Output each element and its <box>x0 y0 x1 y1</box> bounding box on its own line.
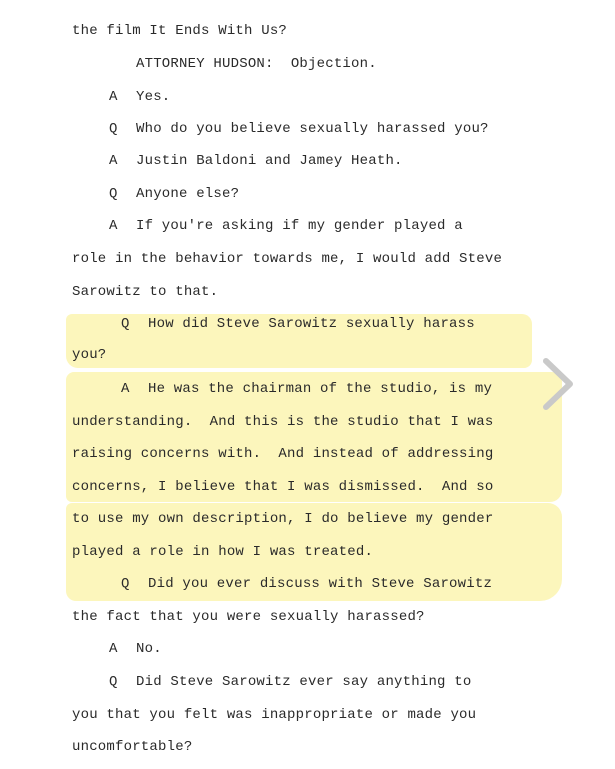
speaker-marker: Q <box>121 316 130 332</box>
transcript-line: raising concerns with. And instead of addressing <box>72 446 494 462</box>
transcript-line: No. <box>136 641 162 657</box>
speaker-marker: A <box>109 89 118 105</box>
speaker-marker: Q <box>121 576 130 592</box>
transcript-line: Did you ever discuss with Steve Sarowitz <box>148 576 493 592</box>
transcript-line: Yes. <box>136 89 171 105</box>
speaker-marker: Q <box>109 674 118 690</box>
transcript-line: to use my own description, I do believe my gender <box>72 511 494 527</box>
transcript-line: the film It Ends With Us? <box>72 23 288 39</box>
speaker-marker: A <box>121 381 130 397</box>
transcript-line: you? <box>72 347 107 363</box>
transcript-line: role in the behavior towards me, I would add Steve <box>72 251 503 267</box>
transcript-line: Did Steve Sarowitz ever say anything to <box>136 674 472 690</box>
chevron-right-icon[interactable] <box>540 357 580 411</box>
transcript-line: played a role in how I was treated. <box>72 544 374 560</box>
transcript-line: He was the chairman of the studio, is my <box>148 381 493 397</box>
transcript-line: Justin Baldoni and Jamey Heath. <box>136 153 403 169</box>
transcript-line: concerns, I believe that I was dismissed. And so <box>72 479 494 495</box>
transcript-line: uncomfortable? <box>72 739 193 755</box>
speaker-marker: Q <box>109 186 118 202</box>
transcript-line: you that you felt was inappropriate or made you <box>72 707 477 723</box>
transcript-line: the fact that you were sexually harassed? <box>72 609 425 625</box>
transcript-line: understanding. And this is the studio that I was <box>72 414 494 430</box>
speaker-marker: A <box>109 153 118 169</box>
speaker-marker: A <box>109 218 118 234</box>
chevron-right-icon-graphic <box>540 357 580 411</box>
transcript-line: Sarowitz to that. <box>72 284 219 300</box>
transcript-line: How did Steve Sarowitz sexually harass <box>148 316 475 332</box>
transcript-line: Anyone else? <box>136 186 240 202</box>
transcript-line: ATTORNEY HUDSON: Objection. <box>136 56 377 72</box>
transcript-line: If you're asking if my gender played a <box>136 218 463 234</box>
transcript-line: Who do you believe sexually harassed you? <box>136 121 489 137</box>
speaker-marker: A <box>109 641 118 657</box>
speaker-marker: Q <box>109 121 118 137</box>
